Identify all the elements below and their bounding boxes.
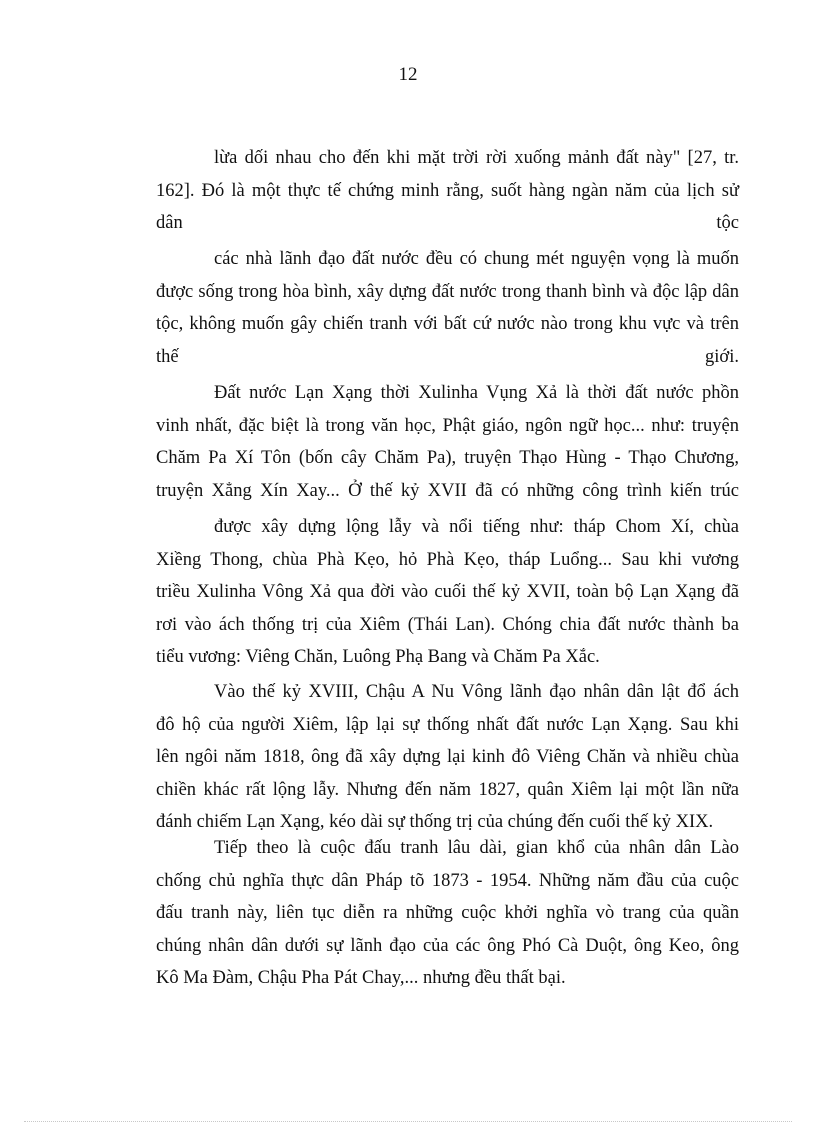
- page-number: 12: [398, 64, 418, 85]
- text-line: triều Xulinha Vông Xả qua đời vào cuối thế kỷ XVII, toàn bộ Lạn Xạng đã: [156, 582, 739, 602]
- text-line: tiểu vương: Viêng Chăn, Luông Phạ Bang và Chăm Pa Xắc.: [156, 647, 600, 667]
- paragraph-3: [156, 377, 739, 507]
- text-word: thế: [156, 346, 179, 367]
- text-line: chiền khác rất lộng lẫy. Nhưng đến năm 1827, quân Xiêm lại một lần nữa: [156, 779, 739, 800]
- paragraph-1: [156, 142, 739, 240]
- text-line: Vào thế kỷ XVIII, Chậu A Nu Vông lãnh đạo nhân dân lật đổ ách: [214, 682, 739, 702]
- text-line: Kô Ma Đàm, Chậu Pha Pát Chay,... nhưng đều thất bại.: [156, 968, 566, 988]
- text-line: Tiếp theo là cuộc đấu tranh lâu dài, gian khổ của nhân dân Lào: [214, 838, 739, 858]
- text-line: được xây dựng lộng lẫy và nổi tiếng như: tháp Chom Xí, chùa: [214, 517, 739, 537]
- text-word: giới.: [705, 346, 739, 367]
- text-line: lên ngôi năm 1818, ông đã xây dựng lại kinh đô Viêng Chăn và nhiều chùa: [156, 747, 739, 767]
- paragraph-2: [156, 243, 739, 373]
- text-line: các nhà lãnh đạo đất nước đều có chung mét nguyện vọng là muốn: [214, 249, 739, 269]
- paragraph-4: [156, 511, 739, 674]
- paragraph-5: [156, 676, 739, 839]
- text-line: Chăm Pa Xí Tôn (bốn cây Chăm Pa), truyện Thạo Hùng - Thạo Chương,: [156, 448, 739, 468]
- text-line: rơi vào ách thống trị của Xiêm (Thái Lan). Chóng chia đất nước thành ba: [156, 614, 739, 635]
- text-line: tộc, không muốn gây chiến tranh với bất cứ nước nào trong khu vực và trên: [156, 314, 739, 334]
- text-line: [156, 207, 739, 240]
- text-line: lừa dối nhau cho đến khi mặt trời rời xuống mảnh đất này" [27, tr.: [214, 148, 739, 168]
- text-line: 162]. Đó là một thực tế chứng minh rằng, suốt hàng ngàn năm của lịch sử: [156, 180, 739, 201]
- text-line: Xiềng Thong, chùa Phà Kẹo, hỏ Phà Kẹo, tháp Luổng... Sau khi vương: [156, 549, 739, 570]
- text-word: tộc: [716, 213, 739, 233]
- text-line: [156, 341, 739, 374]
- text-line: vinh nhất, đặc biệt là trong văn học, Phật giáo, ngôn ngữ học... như: truyện: [156, 415, 739, 436]
- text-word: dân: [156, 213, 183, 233]
- text-line: chống chủ nghĩa thực dân Pháp tõ 1873 - 1954. Những năm đầu của cuộc: [156, 870, 739, 891]
- text-line: đô hộ của người Xiêm, lập lại sự thống nhất đất nước Lạn Xạng. Sau khi: [156, 714, 739, 735]
- text-line: đánh chiếm Lạn Xạng, kéo dài sự thống trị của chúng đến cuối thế kỷ XIX.: [156, 812, 714, 832]
- text-line: chúng nhân dân dưới sự lãnh đạo của các ông Phó Cà Duột, ông Keo, ông: [156, 935, 739, 956]
- text-line: được sống trong hòa bình, xây dựng đất nước trong thanh bình và độc lập dân: [156, 281, 739, 302]
- text-line: đấu tranh này, liên tục diễn ra những cuộc khởi nghĩa vò trang của quần: [156, 903, 739, 923]
- text-line: Đất nước Lạn Xạng thời Xulinha Vụng Xả là thời đất nước phồn: [214, 383, 739, 403]
- page-bottom-divider: [24, 1121, 792, 1122]
- text-line: truyện Xẳng Xín Xay... Ở thế kỷ XVII đã có những công trình kiến trúc: [156, 480, 739, 501]
- paragraph-6: [156, 832, 739, 995]
